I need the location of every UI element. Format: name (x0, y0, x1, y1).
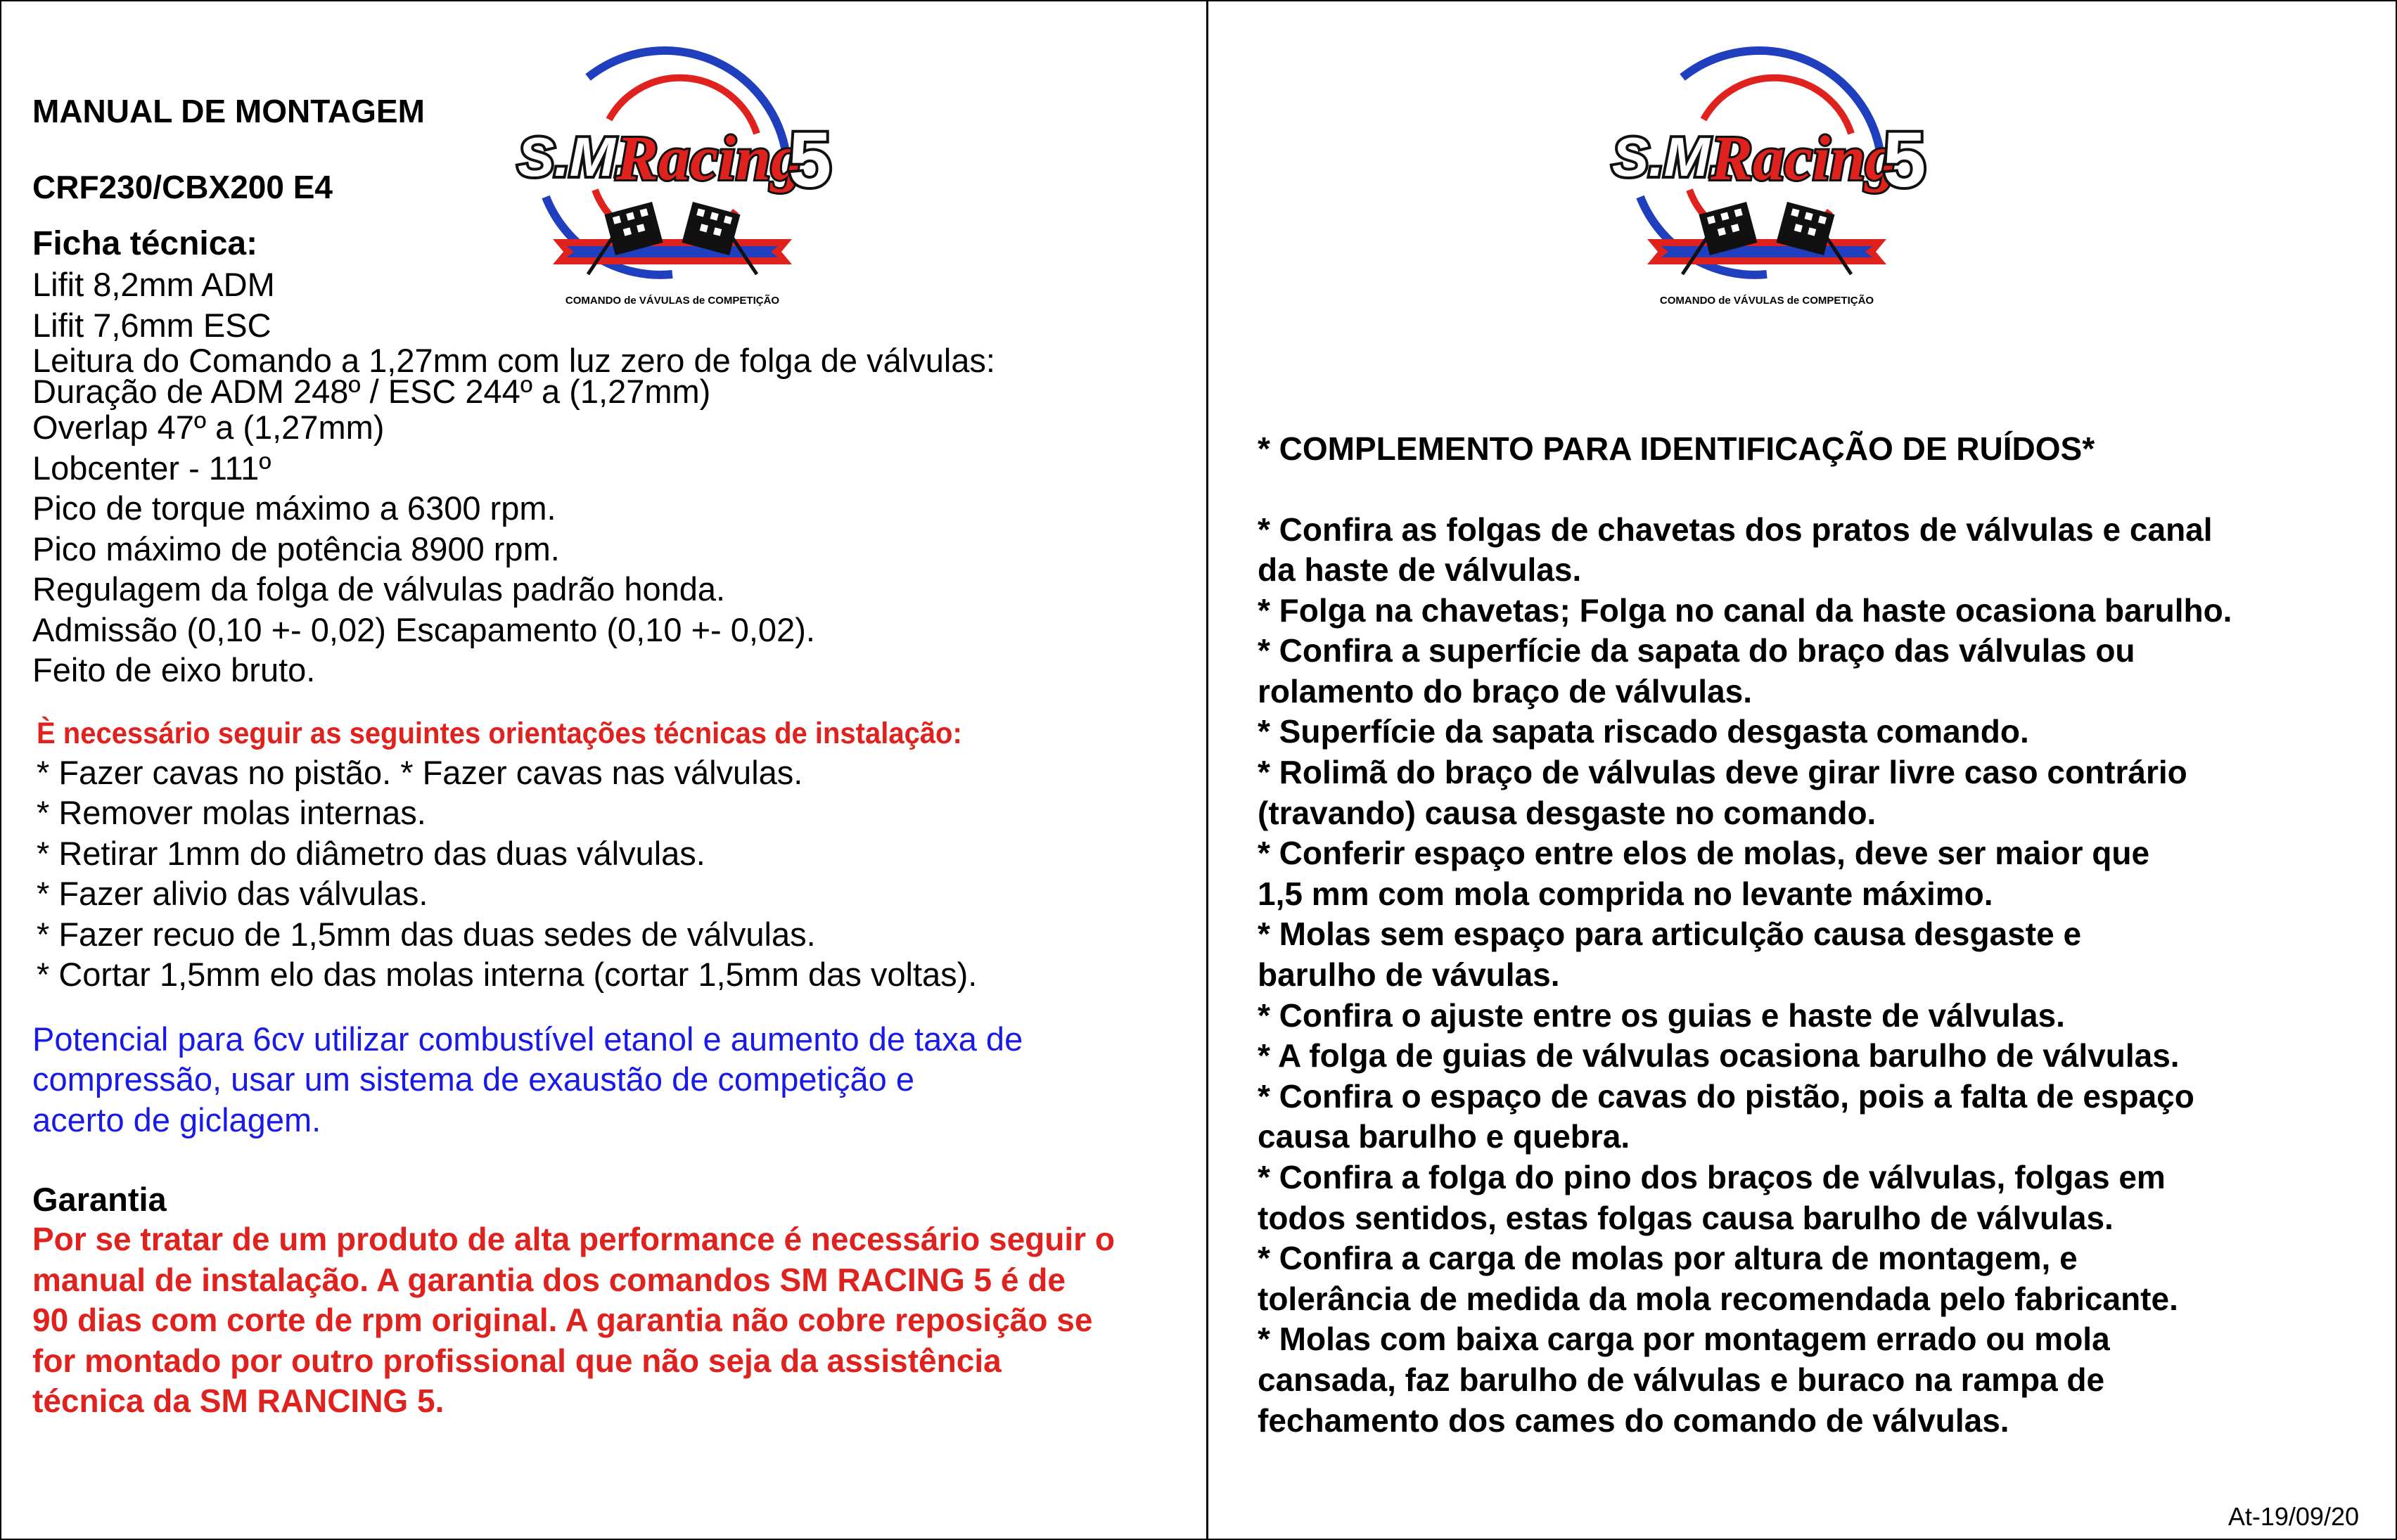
spec-item: Pico máximo de potência 8900 rpm. (32, 530, 560, 567)
svg-text:S.M.: S.M. (518, 126, 631, 188)
warranty-line: técnica da SM RANCING 5. (32, 1382, 445, 1419)
warranty-line: Por se tratar de um produto de alta performance é necessário seguir o (32, 1221, 1115, 1257)
checklist-line: * Molas sem espaço para articulção causa desgaste e (1258, 916, 2082, 953)
brand-logo-graphic (1598, 28, 1936, 309)
requirement-item: * Fazer recuo de 1,5mm das duas sedes de válvulas. (37, 915, 816, 953)
checklist-line: da haste de válvulas. (1258, 551, 1582, 589)
spec-list (32, 264, 1200, 691)
spec-item: Lifit 7,6mm ESC (32, 306, 271, 344)
svg-text:Racing: Racing (1711, 124, 1898, 193)
warranty-title: Garantia (32, 1181, 167, 1218)
requirement-item: * Cortar 1,5mm elo das molas interna (cortar 1,5mm das voltas). (37, 956, 978, 993)
noise-complement-title: * COMPLEMENTO PARA IDENTIFICAÇÃO DE RUÍDOS* (1258, 430, 2095, 467)
checklist-line: * A folga de guias de válvulas ocasiona barulho de válvulas. (1258, 1037, 2180, 1074)
checklist-line: cansada, faz barulho de válvulas e buraco na rampa de (1258, 1361, 2105, 1398)
svg-text:Racing: Racing (616, 124, 803, 193)
spec-item: Admissão (0,10 +- 0,02) Escapamento (0,10 +- 0,02). (32, 610, 815, 648)
checklist-line: rolamento do braço de válvulas. (1258, 672, 1752, 710)
model-title: CRF230/CBX200 E4 (32, 169, 333, 205)
potential-line: acerto de giclagem. (32, 1101, 321, 1138)
requirement-item: * Retirar 1mm do diâmetro das duas válvulas. (37, 834, 705, 872)
checklist-line: tolerância de medida da mola recomendada pelo fabricante. (1258, 1280, 2178, 1317)
brand-logo-graphic (504, 28, 841, 309)
spec-item: Lobcenter - 111º (32, 449, 271, 487)
checklist-line: barulho de vávulas. (1258, 956, 1560, 994)
svg-text:S.M.: S.M. (1612, 126, 1725, 188)
logo-caption: COMANDO de VÁVULAS de COMPETIÇÃO (1659, 295, 1874, 307)
spec-item: Pico de torque máximo a 6300 rpm. (32, 489, 556, 527)
requirement-item: * Fazer cavas no pistão. * Fazer cavas nas válvulas. (37, 753, 803, 791)
checklist-line: * Superfície da sapata riscado desgasta comando. (1258, 713, 2029, 750)
warranty-line: 90 dias com corte de rpm original. A garantia não cobre reposição se (32, 1302, 1093, 1338)
requirement-item: * Fazer alivio das válvulas. (37, 875, 428, 912)
checklist-line: * Confira as folgas de chavetas dos pratos de válvulas e canal (1258, 511, 2213, 548)
checklist-line: * Confira a folga do pino dos braços de válvulas, folgas em (1258, 1159, 2166, 1195)
manual-title: MANUAL DE MONTAGEM (32, 93, 425, 129)
checklist-line: * Folga na chavetas; Folga no canal da haste ocasiona barulho. (1258, 591, 2232, 629)
svg-text:5: 5 (788, 117, 832, 203)
checklist-line: * Confira a carga de molas por altura de montagem, e (1258, 1240, 2078, 1277)
checklist-line: fechamento dos cames do comando de válvulas. (1258, 1401, 2009, 1439)
spec-item: Overlap 47º a (1,27mm) (32, 409, 385, 446)
checklist-line: * Confira o espaço de cavas do pistão, pois a falta de espaço (1258, 1077, 2194, 1115)
revision-date: At-19/09/20 (2227, 1502, 2359, 1531)
brand-logo (1598, 28, 1936, 309)
noise-checklist (1258, 510, 2383, 1442)
checklist-line: * Molas com baixa carga por montagem errado ou mola (1258, 1321, 2110, 1358)
checklist-line: causa barulho e quebra. (1258, 1118, 1630, 1155)
spec-item: Feito de eixo bruto. (32, 651, 316, 688)
warranty-text (32, 1219, 1200, 1422)
checklist-line: todos sentidos, estas folgas causa barulho de válvulas. (1258, 1199, 2114, 1236)
checklist-line: * Conferir espaço entre elos de molas, deve ser maior que (1258, 835, 2150, 872)
spec-item: Regulagem da folga de válvulas padrão honda. (32, 570, 726, 608)
installation-requirements-list (37, 752, 1200, 995)
ficha-tecnica-title: Ficha técnica: (32, 225, 258, 262)
logo-caption: COMANDO de VÁVULAS de COMPETIÇÃO (565, 295, 780, 307)
potential-note (32, 1019, 1200, 1141)
checklist-line: (travando) causa desgaste no comando. (1258, 794, 1877, 831)
warranty-line: for montado por outro profissional que não seja da assistência (32, 1342, 1002, 1379)
brand-logo (504, 28, 841, 309)
column-divider (1206, 0, 1208, 1540)
checklist-line: * Confira o ajuste entre os guias e haste de válvulas. (1258, 996, 2065, 1034)
checklist-line: * Confira a superfície da sapata do braço das válvulas ou (1258, 632, 2135, 669)
potential-line: Potencial para 6cv utilizar combustível etanol e aumento de taxa de (32, 1020, 1023, 1058)
spec-item: Duração de ADM 248º / ESC 244º a (1,27mm) (32, 373, 711, 410)
installation-requirements-title: È necessário seguir as seguintes orientações técnicas de instalação: (37, 716, 962, 750)
potential-line: compressão, usar um sistema de exaustão de competição e (32, 1060, 914, 1098)
spec-item: Lifit 8,2mm ADM (32, 266, 275, 303)
warranty-line: manual de instalação. A garantia dos comandos SM RACING 5 é de (32, 1261, 1066, 1298)
right-column (1258, 429, 2383, 1441)
svg-text:5: 5 (1883, 117, 1926, 203)
checklist-line: 1,5 mm com mola comprida no levante máximo. (1258, 875, 1993, 912)
checklist-line: * Rolimã do braço de válvulas deve girar livre caso contrário (1258, 754, 2187, 791)
spec-item: Leitura do Comando a 1,27mm com luz zero de folga de válvulas: (32, 342, 995, 379)
requirement-item: * Remover molas internas. (37, 794, 426, 831)
